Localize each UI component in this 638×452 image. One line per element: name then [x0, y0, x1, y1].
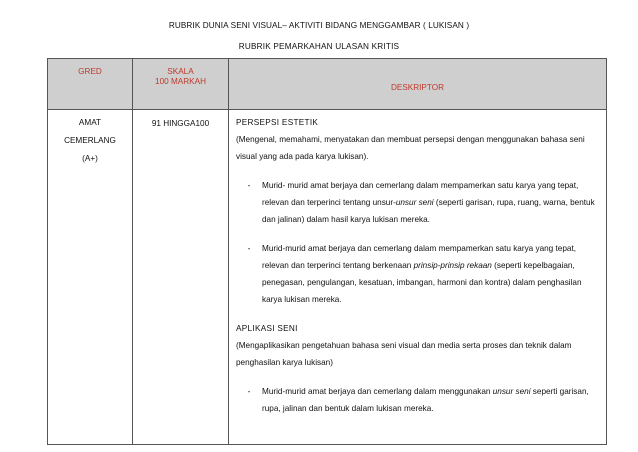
- header-skala: [133, 59, 229, 110]
- header-skala-line1: SKALA: [167, 67, 194, 76]
- document-title: RUBRIK DUNIA SENI VISUAL– AKTIVITI BIDANG MENGGAMBAR ( LUKISAN ): [168, 21, 470, 30]
- rubric-table: [47, 58, 607, 445]
- section-heading-aplikasi: APLIKASI SENI: [236, 324, 298, 333]
- bullet-text-emphasis: prinsip-prinsip rekaan: [413, 261, 492, 270]
- bullet-text: [262, 383, 600, 417]
- section-intro-persepsi: (Mengenal, memahami, menyatakan dan membuat persepsi dengan menggunakan bahasa seni visual yang ada pada karya lukisan).: [236, 135, 585, 161]
- header-skala-line2: 100 MARKAH: [155, 77, 206, 86]
- gred-line3: (A+): [82, 154, 98, 163]
- document-subtitle: RUBRIK PEMARKAHAN ULASAN KRITIS: [238, 42, 400, 51]
- bullet-text-emphasis: unsur seni: [395, 198, 434, 207]
- list-item: [236, 177, 600, 228]
- bullet-text-pre: Murid-murid amat berjaya dan cemerlang dalam mempamerkan satu karya yang tepat, relevan dan terperinci tentang berkenaan: [262, 244, 576, 270]
- gred-line1: AMAT: [78, 118, 102, 127]
- bullet-dash: -: [247, 244, 251, 253]
- list-item: [236, 240, 600, 308]
- header-row: [48, 59, 607, 110]
- section-heading-persepsi: PERSEPSI ESTETIK: [236, 118, 319, 127]
- bullet-text-pre: Murid-murid amat berjaya dan cemerlang dalam menggunakan: [262, 387, 493, 396]
- bullet-text: [262, 177, 600, 228]
- header-deskriptor: DESKRIPTOR: [229, 59, 607, 110]
- gred-line2: CEMERLANG: [64, 136, 116, 145]
- list-item: [236, 383, 600, 417]
- bullet-dash: -: [247, 181, 251, 190]
- section-intro-aplikasi: (Mengaplikasikan pengetahuan bahasa seni visual dan media serta proses dan teknik dalam penghasilan karya lukisan): [236, 341, 572, 367]
- skala-cell: 91 HINGGA100: [133, 110, 229, 445]
- bullet-text-post: (seperti kepelbagaian, penegasan, pengulangan, kesatuan, imbangan, harmoni dan kontra) dalam penghasilan karya lukisan mereka.: [262, 261, 582, 304]
- bullet-text-pre: Murid- murid amat berjaya dan cemerlang dalam mempamerkan satu karya yang tepat, relevan dan terperinci tentang unsur-: [262, 181, 579, 207]
- bullet-text-emphasis: unsur seni: [492, 387, 531, 396]
- bullet-text-post: (seperti garisan, rupa, ruang, warna, bentuk dan jalinan) dalam hasil karya lukisan mereka.: [262, 198, 595, 224]
- header-gred: GRED: [48, 59, 133, 110]
- table-row: [48, 110, 607, 445]
- deskriptor-cell: [229, 110, 607, 445]
- bullet-dash: -: [247, 387, 251, 396]
- gred-cell: [48, 110, 133, 445]
- bullet-text: [262, 240, 600, 308]
- bullet-text-post: seperti garisan, rupa, jalinan dan bentuk dalam lukisan mereka.: [262, 387, 589, 413]
